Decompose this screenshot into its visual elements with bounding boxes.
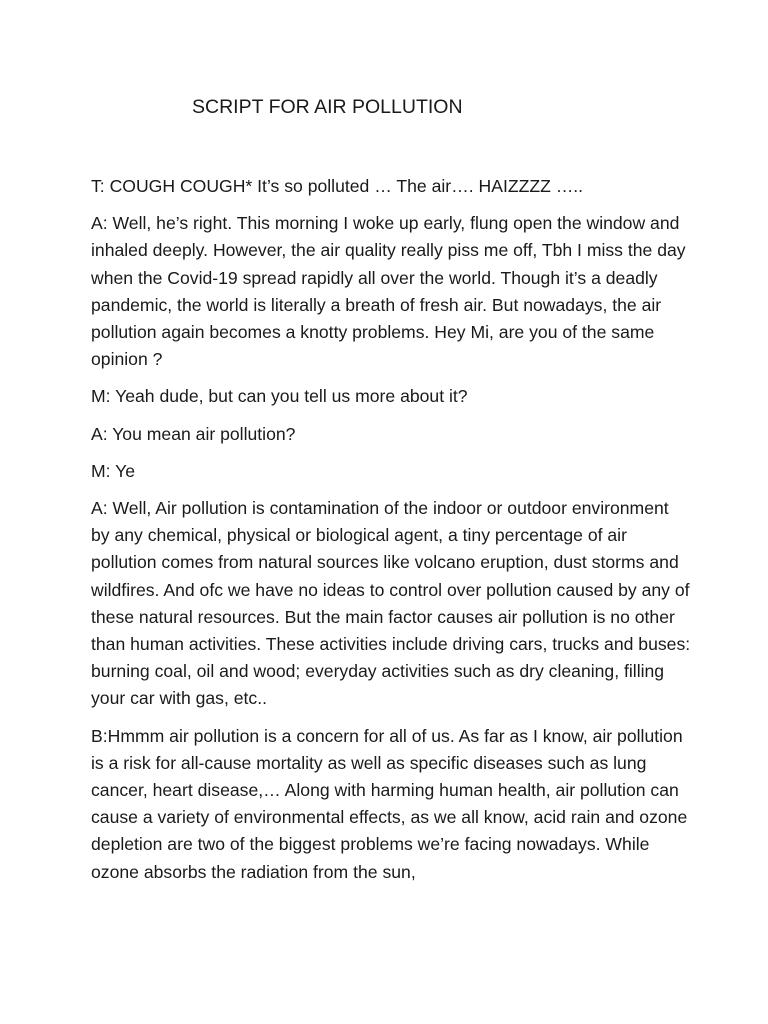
paragraph-m-question: M: Yeah dude, but can you tell us more about it? <box>91 386 468 407</box>
paragraph-m-ye: M: Ye <box>91 460 136 481</box>
paragraph-a-morning: A: Well, he’s right. This morning I woke up early, flung open the window and inhaled deeply. However, the air quality really piss me off, Tbh I miss the day when the Covid-19 spread rapidly all over the world. Though it’s a deadly pandemic, the world is literally a breath of fresh air. But nowadays, the air pollution again becomes a knotty problems. Hey Mi, are you of the same opinion ? <box>91 213 686 370</box>
paragraph-a-clarify: A: You mean air pollution? <box>91 423 296 444</box>
paragraph-t-cough: T: COUGH COUGH* It’s so polluted … The air…. HAIZZZZ ….. <box>91 176 584 196</box>
paragraph-b-effects: B:Hmmm air pollution is a concern for all of us. As far as I know, air pollution is a risk for all-cause mortality as well as specific diseases such as lung cancer, heart disease,… Along with harming human health, air pollution can cause a variety of environmental effects, as we all know, acid rain and ozone depletion are two of the biggest problems we’re facing nowadays. While ozone absorbs the radiation from the sun, <box>91 725 688 882</box>
document-title: SCRIPT FOR AIR POLLUTION <box>192 96 463 118</box>
document-body <box>91 173 691 896</box>
paragraph-a-definition: A: Well, Air pollution is contamination of the indoor or outdoor environment by any chemical, physical or biological agent, a tiny percentage of air pollution comes from natural sources like volcano eruption, dust storms and wildfires. And ofc we have no ideas to control over pollution caused by any of these natural resources. But the main factor causes air pollution is no other than human activities. These activities include driving cars, trucks and buses: burning coal, oil and wood; everyday activities such as dry cleaning, filling your car with gas, etc.. <box>91 498 691 709</box>
